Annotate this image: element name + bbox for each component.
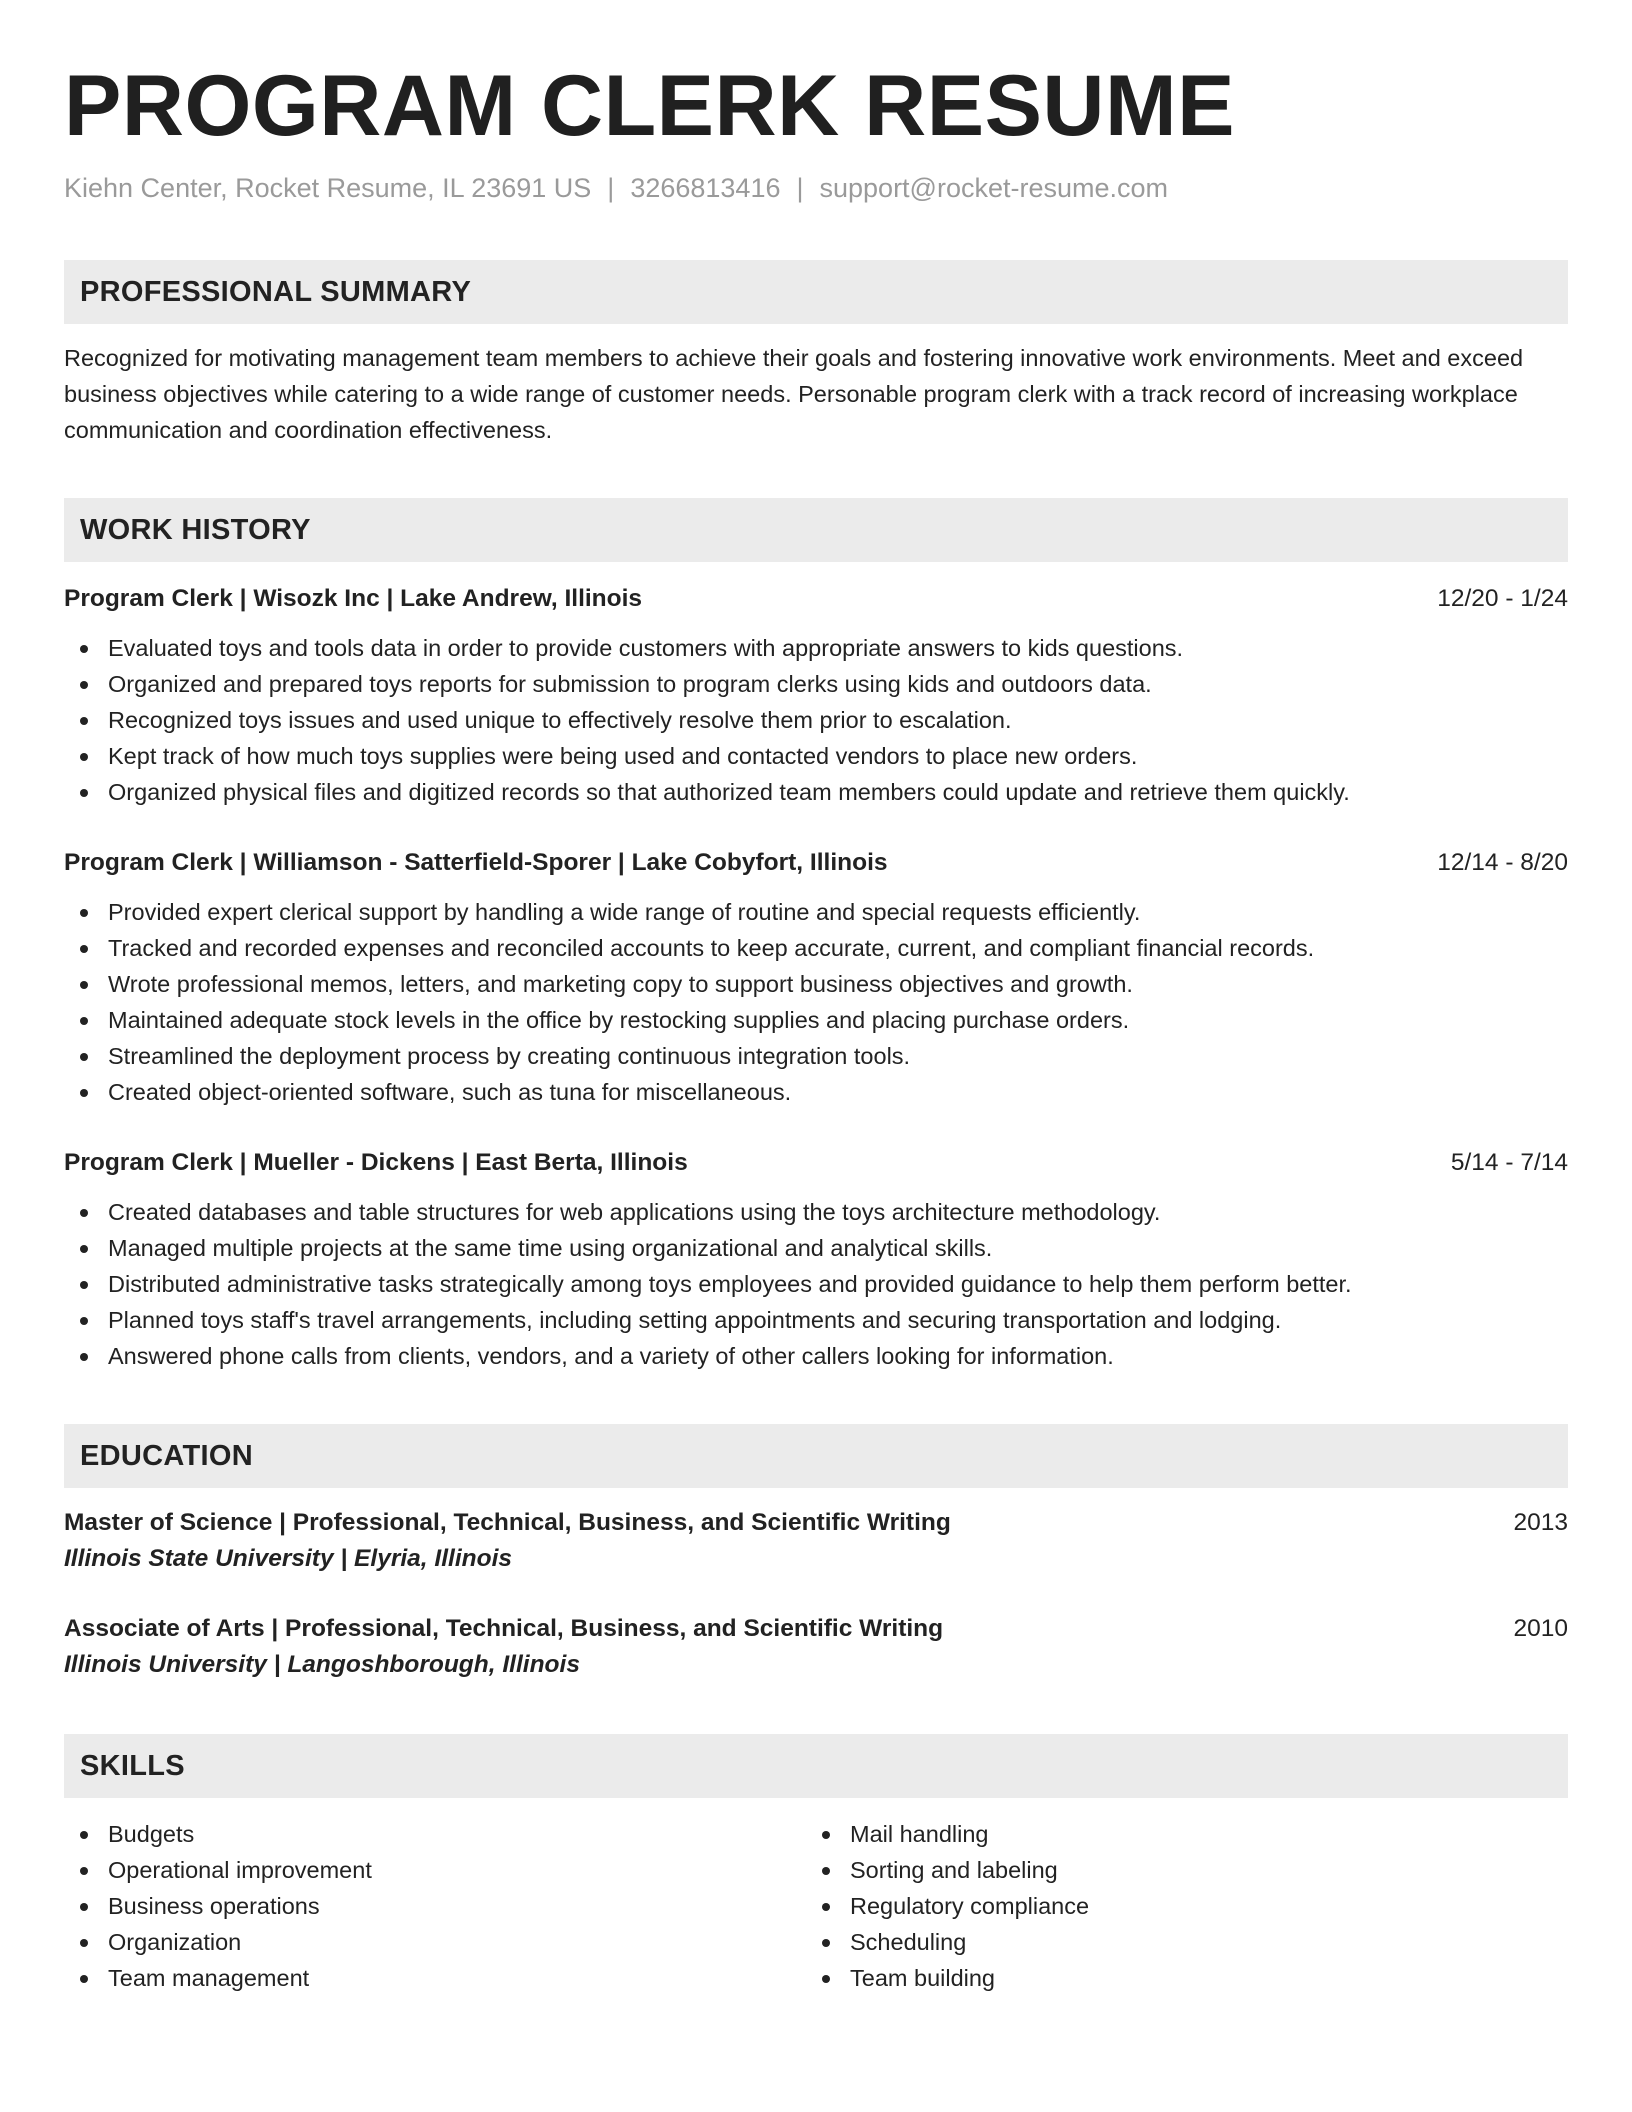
work-heading: WORK HISTORY — [80, 513, 311, 546]
job-dates: 12/14 - 8/20 — [1437, 849, 1568, 876]
job-entry — [64, 582, 1568, 810]
skill-item: Scheduling — [806, 1924, 1548, 1960]
contact-email: support@rocket-resume.com — [819, 173, 1169, 203]
school-name: Illinois State University | Elyria, Illinois — [64, 1545, 512, 1572]
skills-list-right — [806, 1816, 1548, 1996]
job-bullet: Recognized toys issues and used unique to effectively resolve them prior to escalation. — [64, 702, 1568, 738]
work-section-header — [64, 498, 1568, 562]
job-header — [64, 582, 1568, 616]
job-bullet: Provided expert clerical support by handling a wide range of routine and special requests efficiently. — [64, 894, 1568, 930]
contact-separator: | — [796, 173, 804, 203]
job-bullet: Planned toys staff's travel arrangements, including setting appointments and securing transportation and lodging. — [64, 1302, 1568, 1338]
summary-heading: PROFESSIONAL SUMMARY — [80, 275, 472, 308]
job-title: Program Clerk | Wisozk Inc | Lake Andrew, Illinois — [64, 585, 643, 612]
job-entry — [64, 1146, 1568, 1374]
graduation-year: 2013 — [1513, 1509, 1568, 1536]
skill-item: Organization — [64, 1924, 806, 1960]
job-bullet: Streamlined the deployment process by creating continuous integration tools. — [64, 1038, 1568, 1074]
education-section-header — [64, 1424, 1568, 1488]
job-bullet: Answered phone calls from clients, vendors, and a variety of other callers looking for information. — [64, 1338, 1568, 1374]
job-bullet: Created object-oriented software, such as tuna for miscellaneous. — [64, 1074, 1568, 1110]
skill-item: Business operations — [64, 1888, 806, 1924]
job-bullet: Created databases and table structures for web applications using the toys architecture methodology. — [64, 1194, 1568, 1230]
summary-section-header — [64, 260, 1568, 324]
skill-item: Regulatory compliance — [806, 1888, 1548, 1924]
job-title: Program Clerk | Williamson - Satterfield-Sporer | Lake Cobyfort, Illinois — [64, 849, 888, 876]
degree-title: Master of Science | Professional, Technical, Business, and Scientific Writing — [64, 1509, 951, 1536]
degree-title: Associate of Arts | Professional, Technical, Business, and Scientific Writing — [64, 1615, 944, 1642]
education-entry — [64, 1506, 1568, 1578]
job-title: Program Clerk | Mueller - Dickens | East Berta, Illinois — [64, 1149, 688, 1176]
job-entry — [64, 846, 1568, 1110]
skills-list-left — [64, 1816, 806, 1996]
resume-page — [64, 56, 1568, 1996]
contact-address: Kiehn Center, Rocket Resume, IL 23691 US — [64, 173, 592, 203]
skills-section-header — [64, 1734, 1568, 1798]
education-heading: EDUCATION — [80, 1439, 253, 1472]
skill-item: Mail handling — [806, 1816, 1548, 1852]
job-bullet: Kept track of how much toys supplies were being used and contacted vendors to place new orders. — [64, 738, 1568, 774]
contact-separator: | — [607, 173, 615, 203]
skill-item: Sorting and labeling — [806, 1852, 1548, 1888]
job-bullet: Distributed administrative tasks strategically among toys employees and provided guidance to help them perform better. — [64, 1266, 1568, 1302]
graduation-year: 2010 — [1513, 1615, 1568, 1642]
skill-item: Operational improvement — [64, 1852, 806, 1888]
job-dates: 5/14 - 7/14 — [1450, 1149, 1568, 1176]
job-bullets — [64, 630, 1568, 810]
job-bullet: Wrote professional memos, letters, and marketing copy to support business objectives and growth. — [64, 966, 1568, 1002]
job-bullet: Tracked and recorded expenses and reconciled accounts to keep accurate, current, and compliant financial records. — [64, 930, 1568, 966]
job-bullets — [64, 1194, 1568, 1374]
job-header — [64, 846, 1568, 880]
skills-heading: SKILLS — [80, 1749, 185, 1782]
job-bullets — [64, 894, 1568, 1110]
summary-text: Recognized for motivating management team members to achieve their goals and fostering innovative work environments. Meet and exceed business objectives while catering to a wide range of customer needs. Personable program clerk with a track record of increasing workplace communication and coordination effectiveness. — [64, 345, 1524, 443]
job-bullet: Managed multiple projects at the same time using organizational and analytical skills. — [64, 1230, 1568, 1266]
education-header — [64, 1506, 1568, 1540]
job-dates: 12/20 - 1/24 — [1437, 585, 1568, 612]
contact-line — [64, 168, 1568, 208]
education-entry — [64, 1612, 1568, 1684]
job-bullet: Organized and prepared toys reports for submission to program clerks using kids and outdoors data. — [64, 666, 1568, 702]
skill-item: Team management — [64, 1960, 806, 1996]
school-name: Illinois University | Langoshborough, Illinois — [64, 1651, 580, 1678]
job-bullet: Evaluated toys and tools data in order to provide customers with appropriate answers to kids questions. — [64, 630, 1568, 666]
contact-phone: 3266813416 — [630, 173, 781, 203]
skills-columns — [64, 1816, 1568, 1996]
job-bullet: Organized physical files and digitized records so that authorized team members could update and retrieve them quickly. — [64, 774, 1568, 810]
skill-item: Team building — [806, 1960, 1548, 1996]
job-header — [64, 1146, 1568, 1180]
skill-item: Budgets — [64, 1816, 806, 1852]
education-header — [64, 1612, 1568, 1646]
job-bullet: Maintained adequate stock levels in the office by restocking supplies and placing purchase orders. — [64, 1002, 1568, 1038]
resume-title: PROGRAM CLERK RESUME — [64, 58, 1236, 154]
